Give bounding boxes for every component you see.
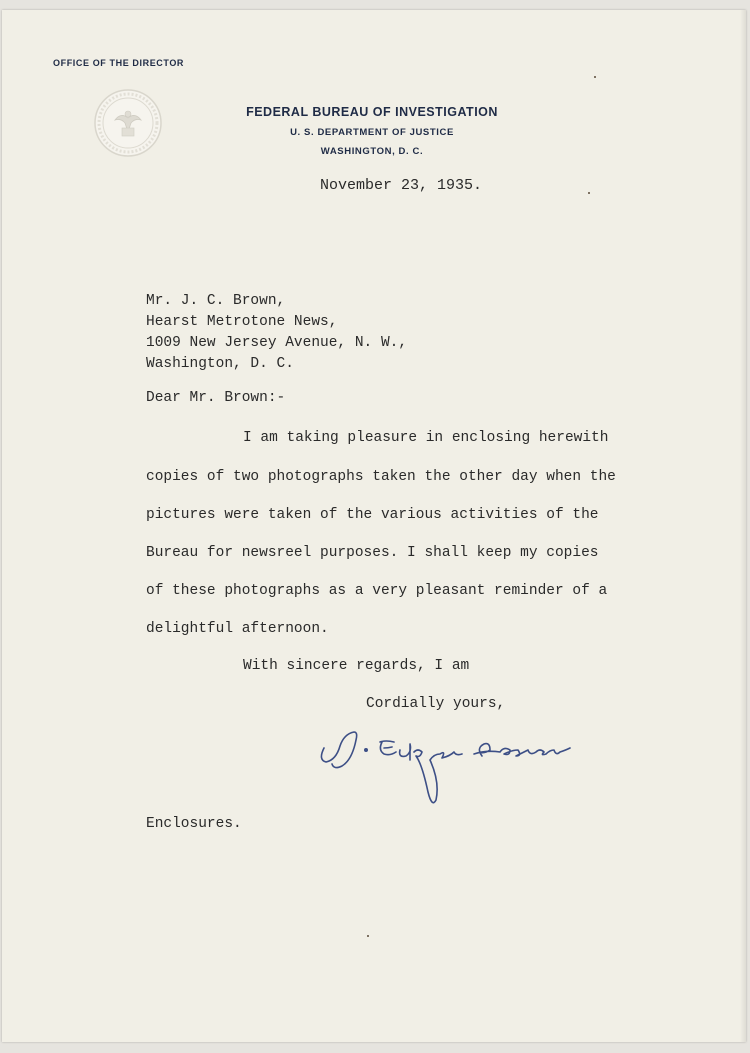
letterhead-location: WASHINGTON, D. C. [320, 146, 424, 157]
paper-speck [594, 76, 596, 78]
body-line: pictures were taken of the various activities of the [146, 507, 599, 523]
letter-date: November 23, 1935. [320, 177, 483, 194]
enclosures-note: Enclosures. [146, 816, 242, 832]
body-line: I am taking pleasure in enclosing herewith [243, 430, 609, 446]
office-of-director-heading: OFFICE OF THE DIRECTOR [53, 58, 185, 68]
recipient-city: Washington, D. C. [146, 356, 294, 372]
handwritten-signature-icon [314, 720, 594, 815]
body-line: delightful afternoon. [146, 621, 329, 637]
paper-speck [588, 192, 590, 194]
closing-line: Cordially yours, [366, 696, 506, 712]
agency-name: FEDERAL BUREAU OF INVESTIGATION [246, 105, 498, 119]
letter-page [2, 10, 746, 1042]
regards-line: With sincere regards, I am [243, 658, 470, 674]
body-line: copies of two photographs taken the other day when the [146, 469, 616, 485]
page-edge-shadow [740, 10, 746, 1042]
recipient-name: Mr. J. C. Brown, [146, 293, 286, 309]
body-line: Bureau for newsreel purposes. I shall keep my copies [146, 545, 599, 561]
paper-speck [367, 935, 369, 937]
recipient-street: 1009 New Jersey Avenue, N. W., [146, 335, 408, 351]
department-name: U. S. DEPARTMENT OF JUSTICE [290, 127, 454, 138]
body-line: of these photographs as a very pleasant reminder of a [146, 583, 608, 599]
recipient-organization: Hearst Metrotone News, [146, 314, 338, 330]
fbi-seal-emboss-icon [93, 88, 163, 158]
salutation: Dear Mr. Brown:- [146, 390, 286, 406]
